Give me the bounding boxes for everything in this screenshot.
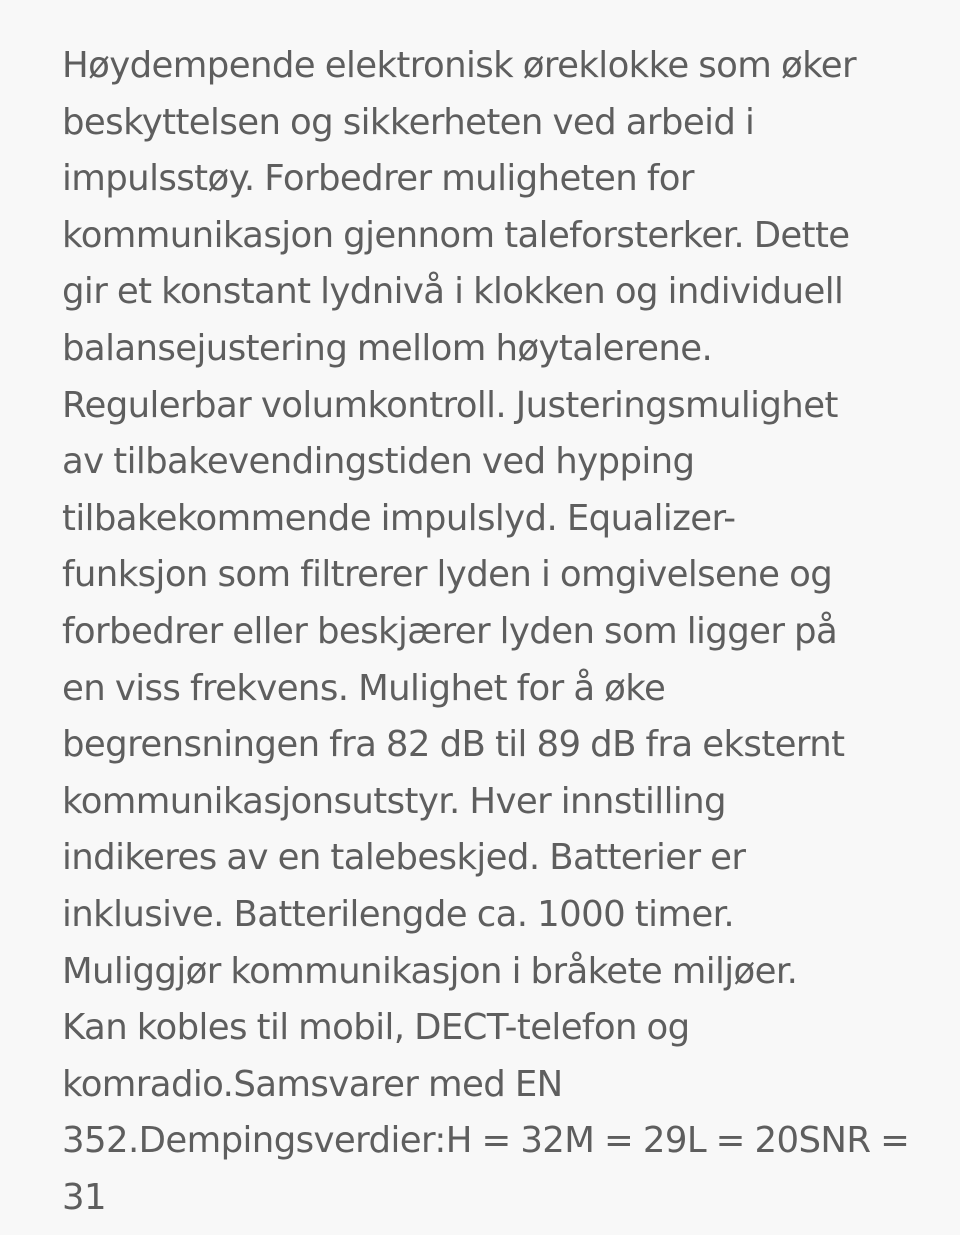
product-description <box>62 38 910 1226</box>
description-line: forbedrer eller beskjærer lyden som ligger på <box>62 610 838 652</box>
description-line: Muliggjør kommunikasjon i bråkete miljøer. <box>62 950 798 992</box>
description-line: inklusive. Batterilengde ca. 1000 timer. <box>62 893 734 935</box>
description-line: indikeres av en talebeskjed. Batterier er <box>62 837 746 879</box>
description-line: av tilbakevendingstiden ved hypping <box>62 441 695 483</box>
description-line: 352.Dempingsverdier:H = 32M = 29L = 20SNR = <box>62 1120 910 1162</box>
description-line: 31 <box>62 1176 106 1218</box>
description-line: Høydempende elektronisk øreklokke som øker <box>62 45 856 86</box>
description-line: beskyttelsen og sikkerheten ved arbeid i <box>62 101 755 143</box>
description-line: kommunikasjon gjennom taleforsterker. Dette <box>62 214 850 256</box>
description-line: begrensningen fra 82 dB til 89 dB fra eksternt <box>62 724 845 766</box>
description-line: gir et konstant lydnivå i klokken og individuell <box>62 271 844 313</box>
description-line: impulsstøy. Forbedrer muligheten for <box>62 158 694 200</box>
description-line: kommunikasjonsutstyr. Hver innstilling <box>62 780 726 822</box>
description-line: Kan kobles til mobil, DECT-telefon og <box>62 1007 690 1049</box>
description-line: komradio.Samsvarer med EN <box>62 1063 563 1105</box>
description-line: Regulerbar volumkontroll. Justeringsmulighet <box>62 384 838 426</box>
description-line: en viss frekvens. Mulighet for å øke <box>62 667 666 709</box>
description-line: tilbakekommende impulslyd. Equalizer- <box>62 497 736 539</box>
description-line: balansejustering mellom høytalerene. <box>62 327 713 369</box>
description-line: funksjon som filtrerer lyden i omgivelsene og <box>62 554 833 596</box>
